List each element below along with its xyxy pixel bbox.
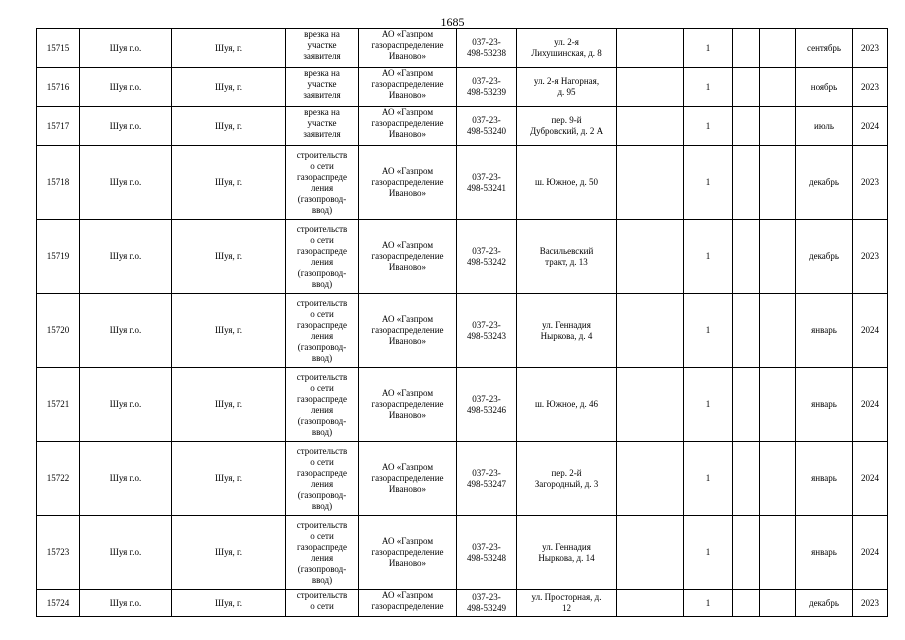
address-cell-line: Лихушинская, д. 8 [531, 48, 602, 58]
organization-cell-line: АО «Газпром [381, 29, 434, 39]
organization-cell-line: АО «Газпром [381, 107, 434, 117]
organization-cell [359, 294, 457, 368]
row-number-cell: 15717 [37, 107, 80, 146]
organization-cell-line: Иваново» [388, 484, 427, 494]
district-cell: Шуя г.о. [80, 442, 172, 516]
work-type-cell [286, 146, 359, 220]
locality-cell: Шуя, г. [172, 68, 286, 107]
quantity-cell: 1 [684, 368, 733, 442]
empty-cell [760, 442, 796, 516]
work-type-cell [286, 590, 359, 617]
work-type-cell [286, 29, 359, 68]
district-cell: Шуя г.о. [80, 68, 172, 107]
row-number-cell: 15723 [37, 516, 80, 590]
organization-cell-line: АО «Газпром [381, 314, 434, 324]
work-type-cell-line: о сети [310, 601, 334, 611]
organization-cell-line: Иваново» [388, 188, 427, 198]
organization-cell-line: Иваново» [388, 129, 427, 139]
code-cell-line: 498-53243 [467, 330, 506, 341]
empty-cell [617, 220, 684, 294]
empty-cell [760, 107, 796, 146]
empty-cell [760, 368, 796, 442]
empty-cell [760, 590, 796, 617]
locality-cell: Шуя, г. [172, 368, 286, 442]
organization-cell [359, 107, 457, 146]
organization-cell-line: газораспределение [371, 177, 444, 187]
year-cell: 2024 [853, 294, 888, 368]
work-type-cell-line: заявителя [303, 51, 341, 61]
locality-cell: Шуя, г. [172, 220, 286, 294]
address-cell [517, 368, 617, 442]
year-cell: 2024 [853, 107, 888, 146]
code-cell-line: 037-23- [472, 319, 501, 330]
table-row [37, 516, 888, 590]
empty-cell [733, 220, 760, 294]
address-cell [517, 29, 617, 68]
code-cell-line: 037-23- [472, 171, 501, 182]
year-cell: 2024 [853, 442, 888, 516]
row-number-cell: 15722 [37, 442, 80, 516]
district-cell: Шуя г.о. [80, 146, 172, 220]
organization-cell-line: АО «Газпром [381, 536, 434, 546]
work-type-cell-line: строительств [296, 297, 348, 308]
empty-cell [617, 516, 684, 590]
locality-cell: Шуя, г. [172, 442, 286, 516]
month-cell: январь [796, 516, 853, 590]
organization-cell-line: Иваново» [388, 558, 427, 568]
work-type-cell-line: заявителя [303, 90, 341, 100]
year-cell: 2023 [853, 29, 888, 68]
code-cell [457, 442, 517, 516]
code-cell-line: 037-23- [472, 245, 501, 256]
empty-cell [733, 68, 760, 107]
address-cell [517, 516, 617, 590]
work-type-cell-line: строительств [296, 519, 348, 530]
code-cell-line: 498-53247 [467, 478, 506, 489]
address-cell-line: Загородный, д. 3 [534, 478, 599, 489]
organization-cell-line: Иваново» [388, 51, 427, 61]
empty-cell [760, 29, 796, 68]
quantity-cell: 1 [684, 146, 733, 220]
quantity-cell: 1 [684, 29, 733, 68]
address-cell-line: ш. Южное, д. 46 [534, 399, 598, 409]
address-cell-line: тракт, д. 13 [545, 256, 588, 267]
work-type-cell-line: участке [307, 40, 337, 50]
table-row [37, 442, 888, 516]
district-cell: Шуя г.о. [80, 107, 172, 146]
organization-cell [359, 220, 457, 294]
work-type-cell [286, 368, 359, 442]
year-cell: 2024 [853, 368, 888, 442]
organization-cell [359, 368, 457, 442]
work-type-cell [286, 220, 359, 294]
month-cell: ноябрь [796, 68, 853, 107]
empty-cell [733, 107, 760, 146]
quantity-cell: 1 [684, 516, 733, 590]
work-type-cell-line: (газопровод- [297, 415, 347, 426]
quantity-cell: 1 [684, 590, 733, 617]
table-row [37, 590, 888, 617]
organization-cell-line: газораспределение [371, 118, 444, 128]
empty-cell [617, 294, 684, 368]
table-row [37, 29, 888, 68]
work-type-cell-line: ления [310, 478, 334, 489]
empty-cell [733, 294, 760, 368]
code-cell-line: 498-53239 [467, 87, 506, 97]
address-cell-line: Ныркова, д. 14 [538, 552, 595, 563]
work-type-cell-line: (газопровод- [297, 563, 347, 574]
work-type-cell-line: участке [307, 79, 337, 89]
code-cell-line: 037-23- [472, 467, 501, 478]
month-cell: декабрь [796, 146, 853, 220]
work-type-cell-line: строительств [296, 371, 348, 382]
row-number-cell: 15724 [37, 590, 80, 617]
work-type-cell-line: (газопровод- [297, 193, 347, 204]
organization-cell [359, 442, 457, 516]
organization-cell-line: Иваново» [388, 262, 427, 272]
work-type-cell [286, 68, 359, 107]
empty-cell [760, 516, 796, 590]
organization-cell-line: АО «Газпром [381, 388, 434, 398]
code-cell-line: 498-53246 [467, 404, 506, 415]
code-cell-line: 498-53238 [467, 48, 506, 58]
row-number-cell: 15715 [37, 29, 80, 68]
work-type-cell-line: о сети [310, 456, 334, 467]
work-type-cell-line: строительств [296, 590, 348, 600]
organization-cell-line: АО «Газпром [381, 68, 434, 78]
code-cell [457, 516, 517, 590]
address-cell-line: Ныркова, д. 4 [540, 330, 593, 341]
code-cell-line: 498-53248 [467, 552, 506, 563]
work-type-cell-line: строительств [296, 149, 348, 160]
row-number-cell: 15721 [37, 368, 80, 442]
table-row [37, 68, 888, 107]
district-cell: Шуя г.о. [80, 516, 172, 590]
work-type-cell-line: газораспреде [297, 541, 347, 552]
quantity-cell: 1 [684, 294, 733, 368]
table-row [37, 107, 888, 146]
month-cell: январь [796, 368, 853, 442]
address-cell-line: ул. Геннадия [542, 541, 591, 552]
code-cell-line: 037-23- [472, 541, 501, 552]
empty-cell [760, 220, 796, 294]
month-cell: декабрь [796, 590, 853, 617]
address-cell-line: Васильевский [539, 245, 594, 256]
address-cell-line: 12 [562, 603, 571, 613]
empty-cell [617, 29, 684, 68]
month-cell: январь [796, 294, 853, 368]
organization-cell-line: АО «Газпром [381, 240, 434, 250]
work-type-cell-line: ввод) [311, 500, 333, 511]
table-row [37, 294, 888, 368]
locality-cell: Шуя, г. [172, 107, 286, 146]
district-cell: Шуя г.о. [80, 590, 172, 617]
work-type-cell [286, 442, 359, 516]
code-cell [457, 590, 517, 617]
organization-cell [359, 590, 457, 617]
month-cell: июль [796, 107, 853, 146]
organization-cell-line: газораспределение [371, 399, 444, 409]
district-cell: Шуя г.о. [80, 29, 172, 68]
code-cell [457, 107, 517, 146]
organization-cell [359, 68, 457, 107]
code-cell-line: 498-53240 [467, 126, 506, 136]
empty-cell [733, 368, 760, 442]
work-type-cell-line: (газопровод- [297, 267, 347, 278]
empty-cell [733, 29, 760, 68]
row-number-cell: 15716 [37, 68, 80, 107]
work-type-cell-line: врезка на [304, 107, 340, 117]
work-type-cell [286, 516, 359, 590]
organization-cell-line: Иваново» [388, 90, 427, 100]
empty-cell [760, 294, 796, 368]
year-cell: 2023 [853, 146, 888, 220]
work-type-cell-line: строительств [296, 445, 348, 456]
district-cell: Шуя г.о. [80, 220, 172, 294]
organization-cell-line: Иваново» [388, 410, 427, 420]
code-cell-line: 498-53241 [467, 182, 506, 193]
work-type-cell-line: о сети [310, 530, 334, 541]
empty-cell [617, 107, 684, 146]
work-type-cell-line: заявителя [303, 129, 341, 139]
organization-cell-line: Иваново» [388, 336, 427, 346]
address-cell-line: ул. Просторная, д. [531, 592, 602, 602]
address-cell [517, 107, 617, 146]
empty-cell [617, 442, 684, 516]
empty-cell [617, 68, 684, 107]
code-cell-line: 498-53242 [467, 256, 506, 267]
address-cell-line: ш. Южное, д. 50 [534, 177, 598, 187]
address-cell [517, 294, 617, 368]
address-cell-line: пер. 9-й [551, 115, 582, 125]
district-cell: Шуя г.о. [80, 294, 172, 368]
code-cell-line: 037-23- [472, 76, 501, 86]
address-cell-line: пер. 2-й [551, 467, 582, 478]
organization-cell [359, 29, 457, 68]
row-number-cell: 15718 [37, 146, 80, 220]
organization-cell-line: АО «Газпром [381, 166, 434, 176]
code-cell-line: 037-23- [472, 592, 501, 602]
month-cell: январь [796, 442, 853, 516]
work-type-cell-line: врезка на [304, 29, 340, 39]
table-row [37, 368, 888, 442]
work-type-cell [286, 107, 359, 146]
address-cell [517, 68, 617, 107]
quantity-cell: 1 [684, 220, 733, 294]
row-number-cell: 15719 [37, 220, 80, 294]
organization-cell-line: газораспределение [371, 473, 444, 483]
month-cell: сентябрь [796, 29, 853, 68]
work-type-cell-line: ввод) [311, 352, 333, 363]
work-type-cell-line: строительств [296, 223, 348, 234]
work-type-cell-line: ления [310, 404, 334, 415]
locality-cell: Шуя, г. [172, 516, 286, 590]
work-type-cell-line: ления [310, 256, 334, 267]
empty-cell [760, 68, 796, 107]
empty-cell [733, 442, 760, 516]
address-cell-line: ул. 2-я Нагорная, [533, 76, 600, 86]
work-type-cell-line: (газопровод- [297, 489, 347, 500]
organization-cell-line: газораспределение [371, 40, 444, 50]
code-cell [457, 220, 517, 294]
address-cell-line: Дубровский, д. 2 А [529, 126, 604, 136]
organization-cell-line: АО «Газпром [381, 590, 434, 600]
code-cell [457, 146, 517, 220]
code-cell [457, 68, 517, 107]
address-cell [517, 146, 617, 220]
address-cell-line: ул. 2-я [554, 37, 579, 47]
organization-cell-line: АО «Газпром [381, 462, 434, 472]
empty-cell [733, 146, 760, 220]
work-type-cell-line: ления [310, 552, 334, 563]
year-cell: 2024 [853, 516, 888, 590]
organization-cell-line: газораспределение [371, 547, 444, 557]
address-cell-line: д. 95 [557, 87, 576, 97]
organization-cell [359, 146, 457, 220]
quantity-cell: 1 [684, 68, 733, 107]
empty-cell [733, 590, 760, 617]
organization-cell-line: газораспределение [371, 601, 444, 611]
code-cell [457, 368, 517, 442]
locality-cell: Шуя, г. [172, 29, 286, 68]
work-type-cell-line: врезка на [304, 68, 340, 78]
quantity-cell: 1 [684, 107, 733, 146]
address-cell [517, 590, 617, 617]
table-row [37, 146, 888, 220]
organization-cell [359, 516, 457, 590]
empty-cell [733, 516, 760, 590]
code-cell [457, 294, 517, 368]
work-type-cell-line: газораспреде [297, 393, 347, 404]
page-number: 1685 [440, 15, 465, 29]
year-cell: 2023 [853, 590, 888, 617]
address-cell [517, 220, 617, 294]
code-cell [457, 29, 517, 68]
work-type-cell-line: ления [310, 182, 334, 193]
locality-cell: Шуя, г. [172, 146, 286, 220]
table-row [37, 220, 888, 294]
work-type-cell-line: ввод) [311, 204, 333, 215]
year-cell: 2023 [853, 220, 888, 294]
empty-cell [617, 146, 684, 220]
register-table [36, 28, 888, 617]
work-type-cell [286, 294, 359, 368]
organization-cell-line: газораспределение [371, 79, 444, 89]
work-type-cell-line: ввод) [311, 574, 333, 585]
work-type-cell-line: о сети [310, 382, 334, 393]
work-type-cell-line: (газопровод- [297, 341, 347, 352]
work-type-cell-line: о сети [310, 234, 334, 245]
work-type-cell-line: участке [307, 118, 337, 128]
work-type-cell-line: газораспреде [297, 171, 347, 182]
work-type-cell-line: ления [310, 330, 334, 341]
code-cell-line: 037-23- [472, 393, 501, 404]
address-cell-line: ул. Геннадия [542, 319, 591, 330]
empty-cell [617, 368, 684, 442]
row-number-cell: 15720 [37, 294, 80, 368]
locality-cell: Шуя, г. [172, 294, 286, 368]
address-cell [517, 442, 617, 516]
work-type-cell-line: ввод) [311, 278, 333, 289]
work-type-cell-line: о сети [310, 308, 334, 319]
work-type-cell-line: газораспреде [297, 245, 347, 256]
month-cell: декабрь [796, 220, 853, 294]
district-cell: Шуя г.о. [80, 368, 172, 442]
organization-cell-line: газораспределение [371, 251, 444, 261]
work-type-cell-line: газораспреде [297, 319, 347, 330]
code-cell-line: 037-23- [472, 115, 501, 125]
locality-cell: Шуя, г. [172, 590, 286, 617]
code-cell-line: 037-23- [472, 37, 501, 47]
work-type-cell-line: газораспреде [297, 467, 347, 478]
code-cell-line: 498-53249 [467, 603, 506, 613]
quantity-cell: 1 [684, 442, 733, 516]
year-cell: 2023 [853, 68, 888, 107]
organization-cell-line: газораспределение [371, 325, 444, 335]
work-type-cell-line: о сети [310, 160, 334, 171]
work-type-cell-line: ввод) [311, 426, 333, 437]
empty-cell [617, 590, 684, 617]
empty-cell [760, 146, 796, 220]
